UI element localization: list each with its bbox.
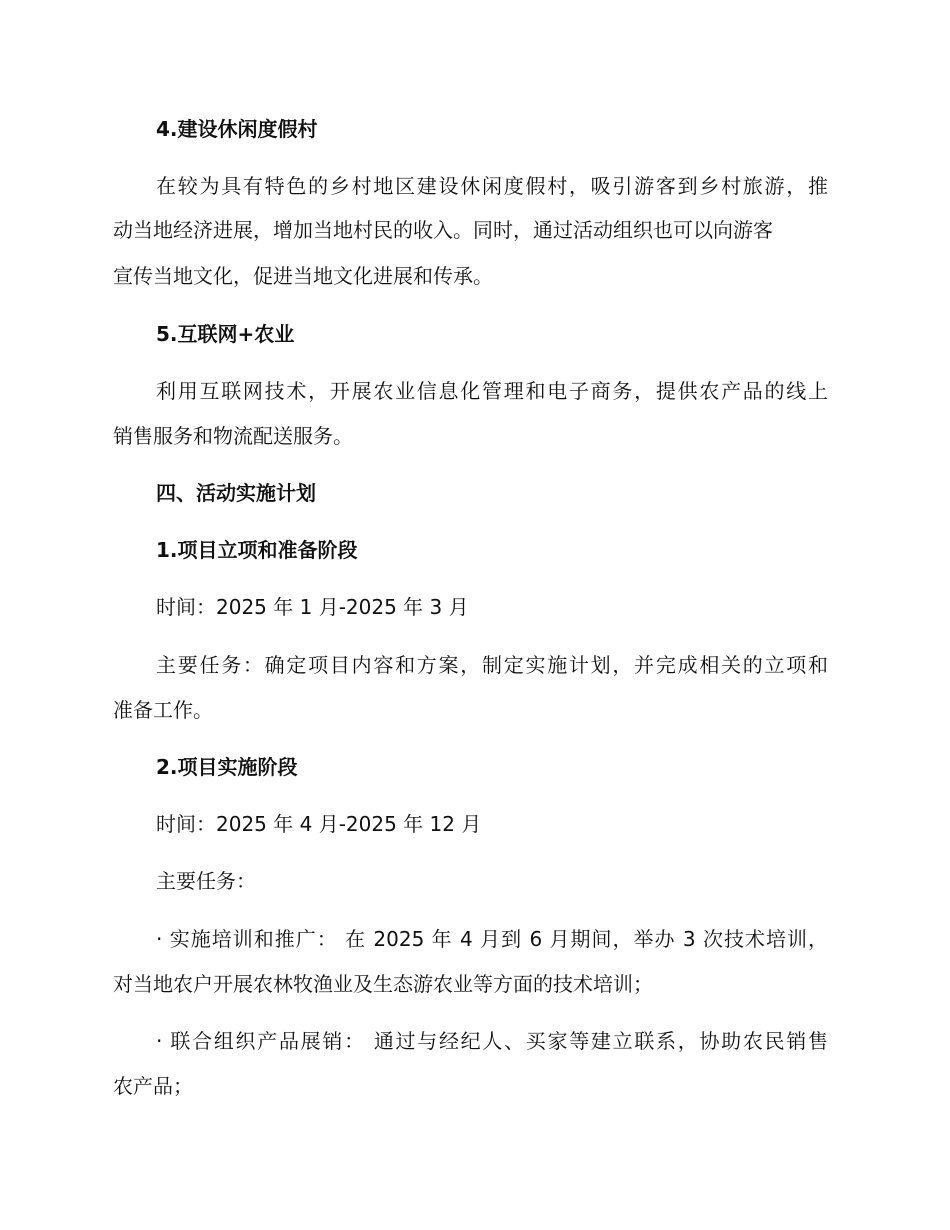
paragraph-line: 主要任务：: [156, 869, 256, 893]
paragraph-line: 在较为具有特色的乡村地区建设休闲度假村，吸引游客到乡村旅游，推: [156, 174, 828, 198]
section-heading: 5.互联网+农业: [156, 322, 295, 346]
paragraph-line: 准备工作。: [113, 698, 213, 722]
section-heading: 1.项目立项和准备阶段: [156, 538, 358, 562]
paragraph-line: 对当地农户开展农林牧渔业及生态游农业等方面的技术培训；: [113, 972, 653, 996]
section-heading: 四、活动实施计划: [156, 481, 316, 505]
paragraph-line: 利用互联网技术，开展农业信息化管理和电子商务，提供农产品的线上: [156, 379, 828, 403]
paragraph-line: 农产品；: [113, 1074, 193, 1098]
section-heading: 2.项目实施阶段: [156, 755, 298, 779]
paragraph-line: 销售服务和物流配送服务。: [113, 424, 353, 448]
paragraph-line: 主要任务：确定项目内容和方案，制定实施计划，并完成相关的立项和: [156, 653, 828, 677]
paragraph-line: 时间：2025 年 4 月-2025 年 12 月: [156, 812, 482, 836]
paragraph-line: 宣传当地文化，促进当地文化进展和传承。: [113, 264, 493, 288]
bullet-line: · 实施培训和推广： 在 2025 年 4 月到 6 月期间，举办 3 次技术培训，: [156, 927, 828, 951]
paragraph-line: 动当地经济进展，增加当地村民的收入。同时，通过活动组织也可以向游客: [113, 218, 773, 242]
paragraph-line: 时间：2025 年 1 月-2025 年 3 月: [156, 595, 469, 619]
bullet-line: · 联合组织产品展销： 通过与经纪人、买家等建立联系，协助农民销售: [156, 1029, 828, 1053]
section-heading: 4.建设休闲度假村: [156, 117, 318, 141]
